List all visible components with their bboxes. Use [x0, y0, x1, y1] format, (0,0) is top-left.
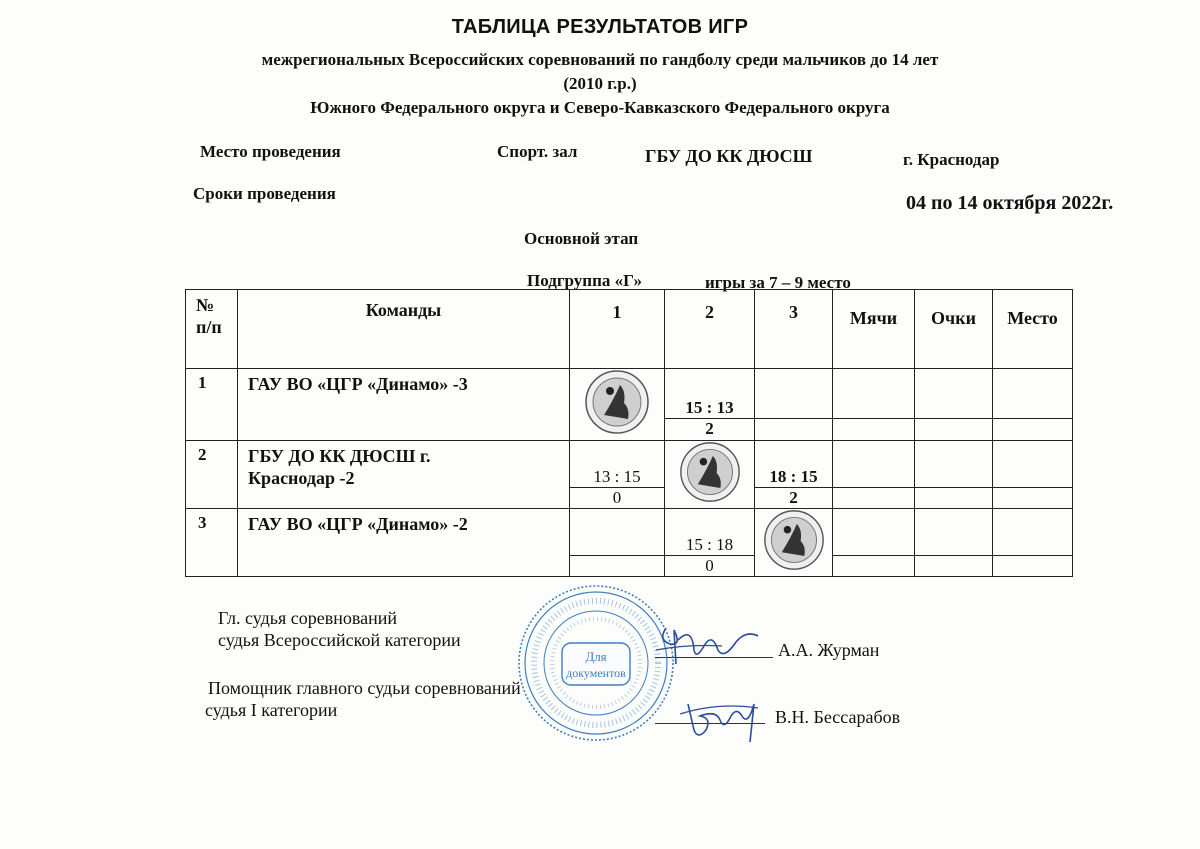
place-cell [993, 369, 1073, 419]
header-balls: Мячи [833, 290, 915, 369]
stage-name: Основной этап [524, 229, 639, 248]
team-name-line2: Краснодар -2 [248, 468, 355, 488]
subgroup-label: Подгруппа «Г» [527, 271, 643, 290]
stamp-text-line1: Для [585, 649, 607, 664]
score-cell: 13 : 15 [570, 441, 665, 488]
score-cell: 15 : 18 [665, 509, 755, 556]
score-cell: 15 : 13 [665, 369, 755, 419]
points-total-sub-cell [915, 488, 993, 509]
header-num-line2: п/п [196, 317, 222, 337]
diagonal-cell-emblem [570, 369, 665, 441]
score-cell: 18 : 15 [755, 441, 833, 488]
balls-sub-cell [833, 418, 915, 440]
subtitle-line-1: межрегиональных Всероссийских соревнований по гандболу среди мальчиков до 14 лет [261, 50, 939, 69]
points-total-sub-cell [915, 418, 993, 440]
points-sub-cell: 0 [570, 488, 665, 509]
points-cell [915, 369, 993, 419]
venue-hall-name: ГБУ ДО КК ДЮСШ [645, 146, 813, 166]
table-row [186, 509, 1073, 556]
points-sub-cell: 2 [665, 418, 755, 440]
dates-value: 04 по 14 октября 2022г. [906, 192, 1114, 214]
place-sub-cell [993, 418, 1073, 440]
stamp-text-line2: документов [566, 666, 626, 680]
points-cell [915, 509, 993, 556]
chief-signature-icon [648, 620, 778, 670]
score-cell-empty [755, 369, 833, 419]
diagonal-cell-emblem [755, 509, 833, 577]
balls-sub-cell [833, 488, 915, 509]
table-row [186, 369, 1073, 419]
points-sub-cell-empty [570, 556, 665, 577]
header-col-2: 2 [665, 290, 755, 369]
dates-label: Сроки проведения [193, 184, 336, 203]
table-header-row [186, 290, 1073, 369]
points-sub-cell: 2 [755, 488, 833, 509]
assistant-judge-title: Помощник главного судьи соревнований [208, 678, 521, 698]
chief-judge-name: А.А. Журман [778, 640, 880, 660]
assistant-judge-category: судья I категории [205, 700, 338, 720]
venue-city: г. Краснодар [903, 150, 1000, 169]
places-label: игры за 7 – 9 место [705, 273, 851, 292]
assistant-judge-name: В.Н. Бессарабов [775, 707, 901, 727]
team-name-line1: ГАУ ВО «ЦГР «Динамо» -3 [248, 374, 468, 394]
header-col-3: 3 [755, 290, 833, 369]
points-total-sub-cell [915, 556, 993, 577]
team-name [238, 441, 570, 509]
team-name [238, 369, 570, 441]
header-place: Место [993, 290, 1073, 369]
place-cell [993, 441, 1073, 488]
balls-sub-cell [833, 556, 915, 577]
header-col-1: 1 [570, 290, 665, 369]
team-name [238, 509, 570, 577]
chief-judge-category: судья Всероссийской категории [218, 630, 461, 650]
balls-cell [833, 441, 915, 488]
venue-hall-label: Спорт. зал [497, 142, 578, 161]
row-number: 2 [186, 441, 238, 509]
points-sub-cell-empty [755, 418, 833, 440]
points-sub-cell: 0 [665, 556, 755, 577]
row-number: 3 [186, 509, 238, 577]
handball-emblem-icon [679, 441, 741, 503]
balls-cell [833, 509, 915, 556]
assistant-signature-icon [658, 690, 778, 745]
results-table [185, 289, 1073, 577]
place-cell [993, 509, 1073, 556]
balls-cell [833, 369, 915, 419]
place-sub-cell [993, 488, 1073, 509]
header-num [186, 290, 238, 369]
header-num-line1: № [196, 295, 215, 315]
team-name-line1: ГАУ ВО «ЦГР «Динамо» -2 [248, 514, 468, 534]
subtitle-line-3: Южного Федерального округа и Северо-Кавказского Федерального округа [310, 98, 890, 117]
subtitle-line-2: (2010 г.р.) [563, 74, 637, 93]
chief-judge-title: Гл. судья соревнований [218, 608, 398, 628]
team-name-line1: ГБУ ДО КК ДЮСШ г. [248, 446, 431, 466]
points-cell [915, 441, 993, 488]
handball-emblem-icon [763, 509, 825, 571]
table-row [186, 441, 1073, 488]
diagonal-cell-emblem [665, 441, 755, 509]
score-cell-empty [570, 509, 665, 556]
venue-label: Место проведения [200, 142, 341, 161]
handball-emblem-icon [584, 369, 650, 435]
row-number: 1 [186, 369, 238, 441]
place-sub-cell [993, 556, 1073, 577]
header-teams: Команды [238, 290, 570, 369]
document-title: ТАБЛИЦА РЕЗУЛЬТАТОВ ИГР [451, 16, 749, 38]
header-points: Очки [915, 290, 993, 369]
